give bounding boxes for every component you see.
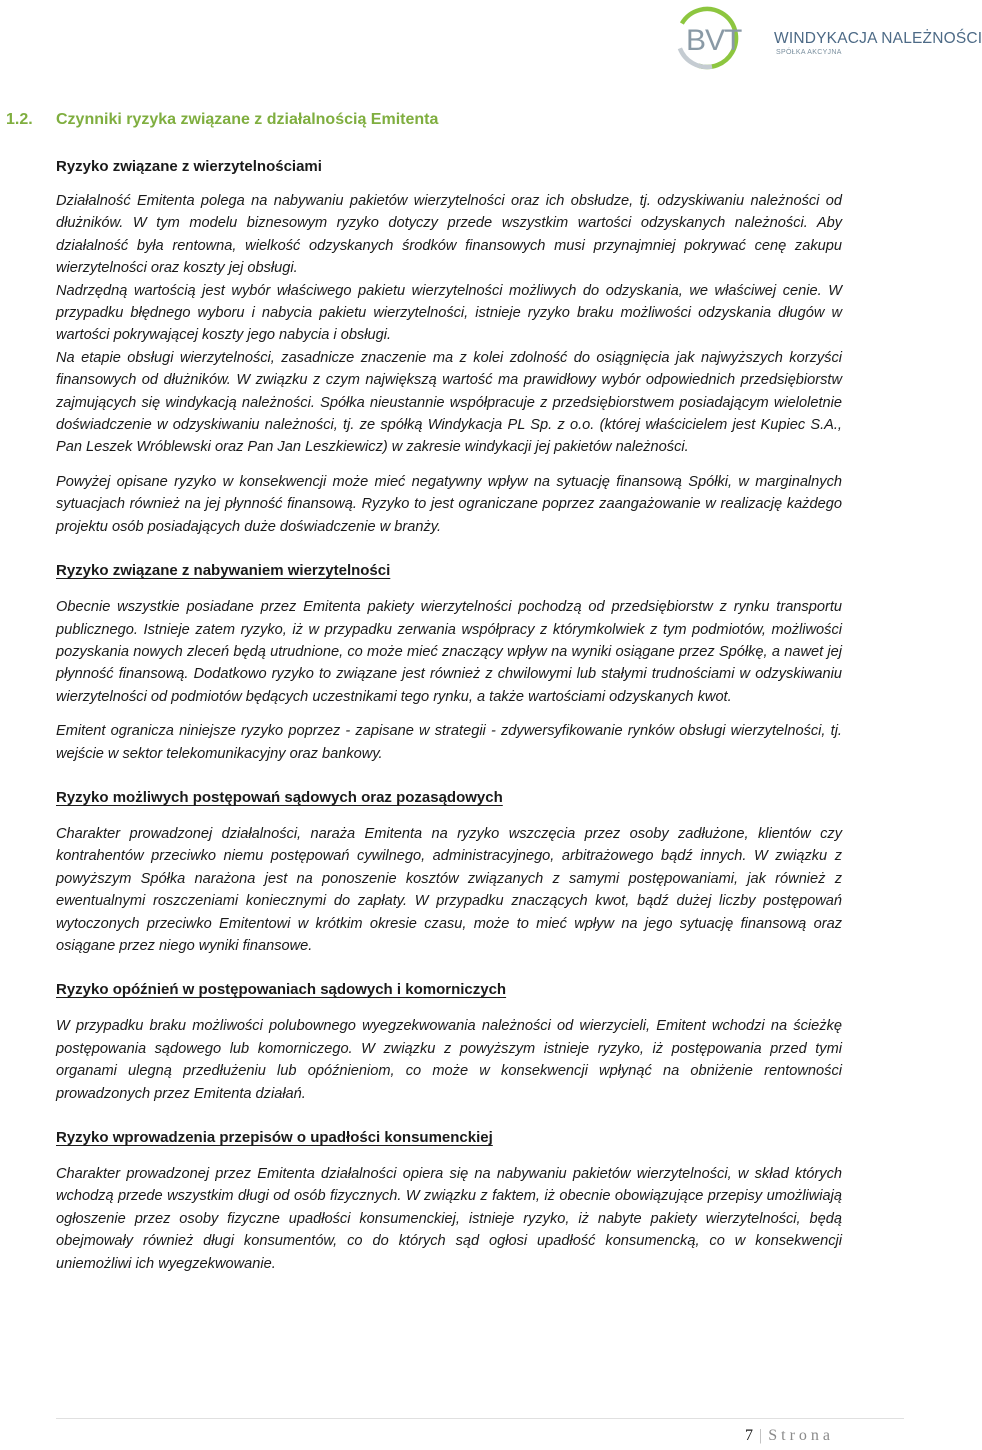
risk-heading: Ryzyko wprowadzenia przepisów o upadłości konsumenckiej xyxy=(56,1129,493,1146)
logo-company-name: WINDYKACJA NALEŻNOŚCI xyxy=(774,30,982,47)
body-paragraph: Charakter prowadzonej przez Emitenta działalności opiera się na nabywaniu pakietów wierzytelności, w skład których wchodzą przede wszystkim długi od osób fizycznych. W związku z faktem, iż obecnie obowiązujące przepisy umożliwiają ogłoszenie przez osoby fizyczne upadłości konsumenckiej, istnieje ryzyko, iż nabyte pakiety wierzytelności, będą obejmowały również długi konsumentów, co do których sąd ogłosi upadłość konsumencką, co w konsekwencji uniemożliwi ich wyegzekwowanie. xyxy=(56,1166,842,1272)
body-paragraph: Działalność Emitenta polega na nabywaniu pakietów wierzytelności oraz ich obsłudze, tj. odzyskiwaniu należności od dłużników. W tym modelu biznesowym ryzyko dotyczy przede wszystkim wartości odzyskanych należności. Aby działalność była rentowna, wielkość odzyskanych środków finansowych musi przynajmniej pokrywać cenę zakupu wierzytelności oraz koszty jej obsługi. xyxy=(56,193,842,277)
risk-heading: Ryzyko możliwych postępowań sądowych oraz pozasądowych xyxy=(56,788,503,806)
body-paragraph: Powyżej opisane ryzyko w konsekwencji może mieć negatywny wpływ na sytuację finansową Spółki, w marginalnych sytuacjach również na jej płynność finansową. Ryzyko to jest ograniczane poprzez zaangażowanie w realizację każdego projektu osób posiadających duże doświadczenie w branży. xyxy=(56,473,842,535)
body-paragraph: W przypadku braku możliwości polubownego wyegzekwowania należności od wierzycieli, Emitent wchodzi na ścieżkę postępowania sądowego lub komorniczego. W związku z powyższym istnieje ryzyko, iż postępowania przed tymi organami ulegną przedłużeniu lub opóźnieniom, co może w konsekwencji wpłynąć na obniżenie rentowności prowadzonych przez Emitenta działań. xyxy=(56,1018,842,1102)
footer-divider xyxy=(56,1418,904,1419)
risk-heading: Ryzyko opóźnień w postępowaniach sądowych i komorniczych xyxy=(56,981,507,999)
footer-separator: | xyxy=(759,1427,763,1444)
body-paragraph: Na etapie obsługi wierzytelności, zasadnicze znaczenie ma z kolei zdolność do osiągnięcia jak najwyższych korzyści finansowych od dłużników. W związku z czym największą wartość ma prawidłowy wybór odpowiednich przedsiębiorstw zajmujących się windykacją należności. Spółka nieustannie współpracuje z przedsiębiorstwem posiadającym wieloletnie doświadczenie w odzyskiwaniu należności, tj. ze spółką Windykacja PL Sp. z o.o. (której właścicielem jest Kupiec S.A., Pan Leszek Wróblewski oraz Pan Jan Leszkiewicz) w zakresie windykacji jej pakietów należności. xyxy=(56,349,842,456)
body-paragraph: Obecnie wszystkie posiadane przez Emitenta pakiety wierzytelności pochodzą od przedsiębiorstw z rynku transportu publicznego. Istnieje zatem ryzyko, iż w przypadku zerwania współpracy z którymkolwiek z tym podmiotów, możliwości pozyskania nowych zleceń będą utrudnione, co może mieć znaczący wpływ na wyniki osiągane przez Spółkę, a nawet jej płynność finansową. Dodatkowo ryzyko to związane jest również z chwilowymi lub stałymi trudnościami w odzyskiwaniu wierzytelności od podmiotów będących uczestnikami tego rynku, a także wartościami odzyskanych kwot. xyxy=(56,599,842,705)
document-body xyxy=(56,156,842,1275)
risk-heading: Ryzyko związane z wierzytelnościami xyxy=(56,158,322,175)
page-number: 7 xyxy=(745,1427,754,1444)
section-heading xyxy=(6,111,438,129)
page-footer xyxy=(745,1427,834,1445)
section-number: 1.2. xyxy=(6,111,33,128)
logo-monogram: BVT xyxy=(686,24,742,57)
logo-company-subtitle: SPÓŁKA AKCYJNA xyxy=(776,49,842,56)
bvt-logo-icon xyxy=(673,4,751,72)
body-paragraph: Charakter prowadzonej działalności, naraża Emitenta na ryzyko wszczęcia przez osoby zadłużone, klientów czy kontrahentów przeciwko niemu postępowań cywilnego, administracyjnego, arbitrażowego bądź innych. W związku z powyższym Spółka narażona jest na ponoszenie kosztów związanych z samymi postępowaniami, jak również z ewentualnymi roszczeniami koniecznymi do zapłaty. W przypadku znaczących kwot, bądź dużej liczby postępowań wytoczonych przeciwko Emitentowi w krótkim okresie czasu, może to mieć wpływ na jego sytuację finansową oraz osiągane przez niego wyniki finansowe. xyxy=(56,825,842,954)
body-paragraph: Nadrzędną wartością jest wybór właściwego pakietu wierzytelności możliwych do odzyskania, we właściwej cenie. W przypadku błędnego wyboru i nabycia pakietu wierzytelności, istnieje ryzyko braku możliwości odzyskania długów w wartości pokrywającej koszty jego nabycia i obsługi. xyxy=(56,282,842,344)
section-title: Czynniki ryzyka związane z działalnością Emitenta xyxy=(56,111,439,128)
footer-label: Strona xyxy=(768,1427,834,1444)
company-logo xyxy=(673,4,982,72)
risk-heading: Ryzyko związane z nabywaniem wierzytelności xyxy=(56,562,391,580)
body-paragraph: Emitent ogranicza niniejsze ryzyko poprzez - zapisane w strategii - zdywersyfikowanie rynków obsługi wierzytelności, tj. wejście w sektor telekomunikacyjny oraz bankowy. xyxy=(56,723,842,762)
